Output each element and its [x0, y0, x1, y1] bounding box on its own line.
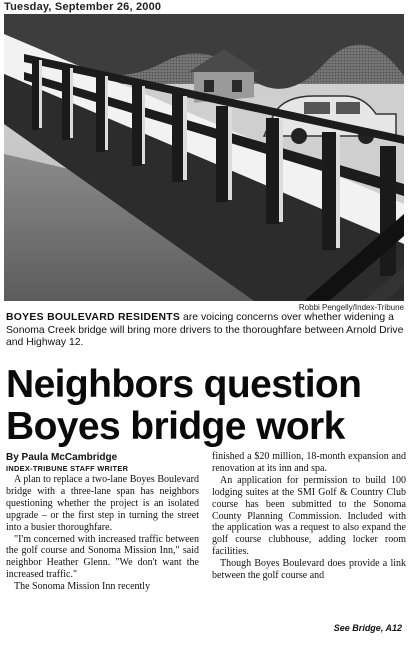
- body-paragraph: The Sonoma Mission Inn recently: [14, 581, 151, 593]
- body-paragraph: Though Boyes Boulevard does provide a link between the golf course and: [212, 558, 406, 582]
- body-paragraph: finished a $20 million, 18-month expansion and renovation at its inn and spa.: [212, 451, 406, 474]
- photo-caption: [6, 312, 406, 350]
- body-column-left: [6, 474, 199, 593]
- body-paragraph: A plan to replace a two-lane Boyes Boulevard bridge with a three-lane span has neighbors questioning whether the project is an isolated upgrade – or the first step in turning the street into a busier thoroughfare.: [6, 474, 199, 533]
- byline-author: By Paula McCambridge: [6, 452, 118, 463]
- photo-credit: Robbi Pengelly/Index-Tribune: [298, 303, 404, 312]
- continued-jump-line: See Bridge, A12: [333, 623, 402, 633]
- headline-line-1: Neighbors question: [6, 363, 362, 406]
- byline-affiliation: INDEX-TRIBUNE STAFF WRITER: [6, 464, 129, 473]
- dateline: Tuesday, September 26, 2000: [4, 1, 162, 13]
- headline-line-2: Boyes bridge work: [6, 405, 345, 448]
- headline: [6, 364, 410, 448]
- body-paragraph: "I'm concerned with increased traffic between the golf course and Sonoma Mission Inn," said neighbor Heather Glenn. "We don't want the increased traffic.": [6, 533, 199, 581]
- bridge-photo: [4, 14, 404, 301]
- caption-lead: BOYES BOULEVARD RESIDENTS: [6, 312, 181, 323]
- caption-text: are voicing concerns over whether widening a Sonoma Creek bridge will bring more drivers to the thoroughfare between Arnold Drive and Highway 12.: [6, 312, 404, 349]
- bridge-photo-image: [4, 14, 404, 301]
- body-paragraph: An application for permission to build 100 lodging suites at the SMI Golf & Country Club course has been submitted to the Sonoma County Planning Commission. Included with the application was a request to also expand the golf course clubhouse, adding locker room facilities.: [212, 474, 406, 558]
- body-column-right: [212, 451, 406, 582]
